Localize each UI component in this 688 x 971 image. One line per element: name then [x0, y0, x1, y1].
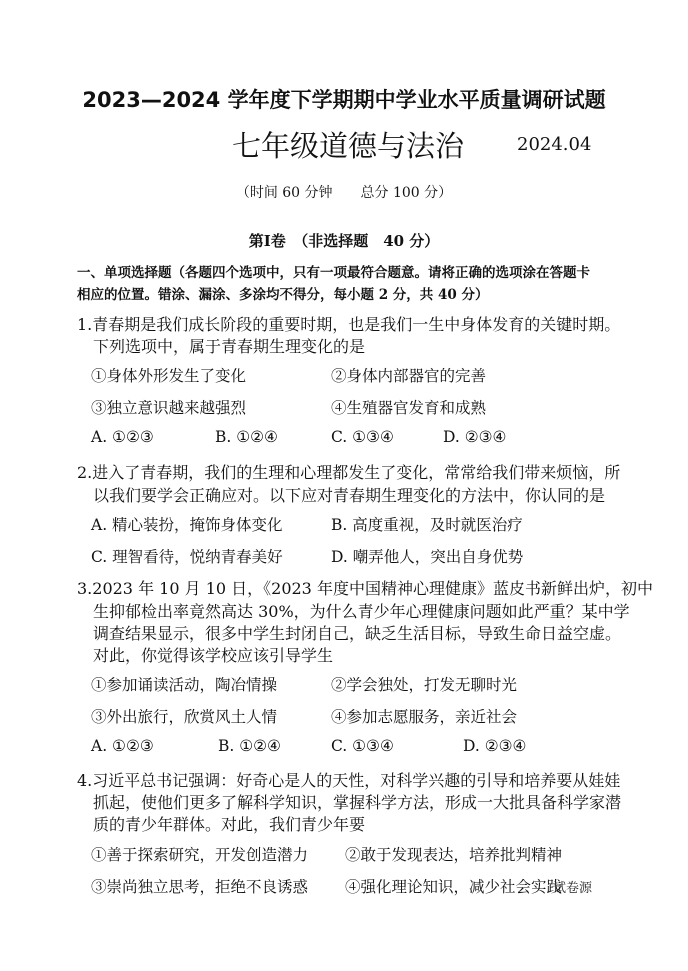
question-4-item-4: ④强化理论知识，减少社会实践 [345, 878, 563, 896]
question-4-item-2: ②敢于发现表达，培养批判精神 [345, 846, 563, 864]
question-2-choice-c: C. 理智看待，悦纳青春美好 [91, 548, 283, 566]
question-1-stem-line-2: 下列选项中，属于青春期生理变化的是 [93, 337, 366, 356]
question-3-item-3: ③外出旅行，欣赏风土人情 [91, 708, 278, 726]
question-1-item-1: ①身体外形发生了变化 [91, 367, 247, 385]
exam-date: 2024.04 [517, 134, 592, 155]
question-4-stem-line-1: 4.习近平总书记强调：好奇心是人的天性，对科学兴趣的引导和培养要从娃娃 [77, 771, 621, 790]
question-1-choice-b: B. ①②④ [215, 428, 278, 446]
question-1-choice-c: C. ①③④ [331, 428, 394, 446]
exam-title: 2023—2024 学年度下学期期中学业水平质量调研试题 [82, 88, 606, 112]
question-4-item-3: ③崇尚独立思考，拒绝不良诱惑 [91, 878, 309, 896]
question-3-stem-line-3: 调查结果显示，很多中学生封闭自己，缺乏生活目标，导致生命日益空虚。 [93, 624, 622, 643]
question-3-choice-d: D. ②③④ [463, 737, 527, 755]
question-1-item-4: ④生殖器官发育和成熟 [331, 399, 487, 417]
volume-title: 第Ⅰ卷 （非选择题 40 分） [248, 232, 440, 250]
time-score-info: （时间 60 分钟 总分 100 分） [235, 185, 453, 201]
question-3-item-4: ④参加志愿服务，亲近社会 [331, 708, 518, 726]
section-instruction-line-2: 相应的位置。错涂、漏涂、多涂均不得分，每小题 2 分，共 40 分） [77, 287, 489, 303]
question-3-choice-c: C. ①③④ [331, 737, 394, 755]
question-1-choice-a: A. ①②③ [91, 428, 154, 446]
question-2-choice-a: A. 精心装扮，掩饰身体变化 [91, 516, 283, 534]
question-3-stem-line-2: 生抑郁检出率竟然高达 30%，为什么青少年心理健康问题如此严重？某中学 [93, 602, 630, 621]
question-3-item-2: ②学会独处，打发无聊时光 [331, 676, 518, 694]
question-4-item-1: ①善于探索研究，开发创造潜力 [91, 846, 309, 864]
question-2-choice-b: B. 高度重视，及时就医治疗 [331, 516, 523, 534]
question-2-stem-line-2: 以我们要学会正确应对。以下应对青春期生理变化的方法中，你认同的是 [93, 486, 606, 505]
question-3-choice-b: B. ①②④ [218, 737, 281, 755]
section-instruction-line-1: 一、单项选择题（各题四个选项中，只有一项最符合题意。请将正确的选项涂在答题卡 [77, 265, 590, 281]
watermark: 试卷源 [553, 881, 593, 896]
question-3-item-1: ①参加诵读活动，陶冶情操 [91, 676, 278, 694]
question-3-choice-a: A. ①②③ [91, 737, 154, 755]
question-2-choice-d: D. 嘲弄他人，突出自身优势 [331, 548, 524, 566]
question-1-choice-d: D. ②③④ [443, 428, 507, 446]
question-3-stem-line-4: 对此，你觉得该学校应该引导学生 [93, 646, 334, 665]
question-1-stem-line-1: 1.青春期是我们成长阶段的重要时期，也是我们一生中身体发育的关键时期。 [77, 315, 621, 334]
question-3-stem-line-1: 3.2023 年 10 月 10 日，《2023 年度中国精神心理健康》蓝皮书新鲜出炉，初中 [77, 579, 653, 598]
question-1-item-2: ②身体内部器官的完善 [331, 367, 487, 385]
question-4-stem-line-3: 质的青少年群体。对此，我们青少年要 [93, 815, 366, 834]
subject-title: 七年级道德与法治 [232, 129, 465, 163]
question-4-stem-line-2: 抓起，使他们更多了解科学知识，掌握科学方法，形成一大批具备科学家潜 [93, 793, 622, 812]
question-1-item-3: ③独立意识越来越强烈 [91, 399, 247, 417]
question-2-stem-line-1: 2.进入了青春期，我们的生理和心理都发生了变化，常常给我们带来烦恼，所 [77, 463, 621, 482]
